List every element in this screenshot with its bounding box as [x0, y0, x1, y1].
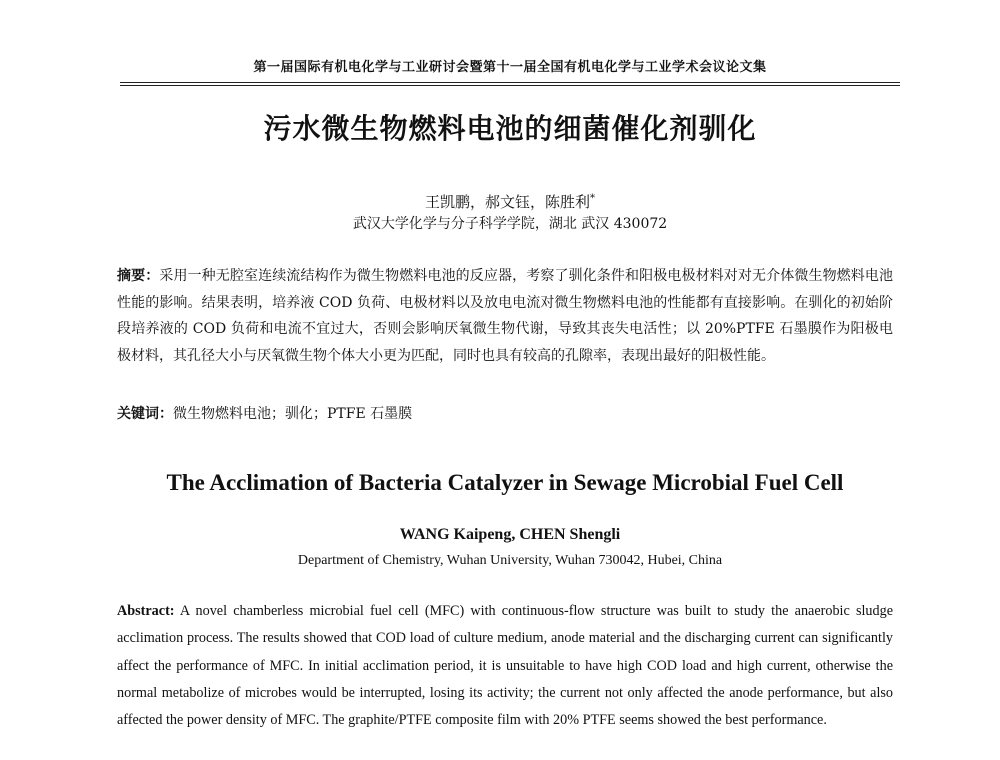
header-rule-thin — [120, 85, 900, 86]
abstract-english — [117, 598, 893, 734]
authors-chinese — [120, 188, 900, 213]
authors-chinese-names: 王凯鹏，郝文钰，陈胜利 — [424, 193, 590, 211]
abstract-chinese — [117, 263, 893, 369]
keywords-chinese-label: 关键词： — [117, 406, 173, 422]
affiliation-english: Department of Chemistry, Wuhan University, Wuhan 730042, Hubei, China — [297, 553, 723, 568]
keywords-chinese — [117, 402, 893, 426]
authors-english: WANG Kaipeng, CHEN Shengli — [399, 526, 621, 543]
header-rule — [120, 82, 900, 83]
abstract-chinese-text: 采用一种无腔室连续流结构作为微生物燃料电池的反应器，考察了驯化条件和阳极电极材料对对无介体微生物燃料电池性能的影响。结果表明，培养液 COD 负荷、电极材料以及放电电流对微生物燃料电池的性能都有直接影响。在驯化的初始阶段培养液的 COD 负荷和电流不宜过大，否则会影响厌氧微生物代谢，导致其丧失电活性；以 20%PTFE 石墨膜作为阳极电极材料，其孔径大小与厌氧微生物个体大小更为匹配，同时也具有较高的孔隙率，表现出最好的阳极性能。 — [117, 268, 894, 364]
paper-title-chinese: 污水微生物燃料电池的细菌催化剂驯化 — [263, 112, 757, 145]
running-header: 第一届国际有机电化学与工业研讨会暨第十一届全国有机电化学与工业学术会议论文集 — [253, 60, 767, 75]
abstract-english-text: A novel chamberless microbial fuel cell (MFC) with continuous-flow structure was built to study the anaerobic sludge acclimation process. The results showed that COD load of culture medium, anode material and the discharging current can significantly affect the performance of MFC. In initial acclimation period, it is unsuitable to have high COD load and high current, otherwise the normal metabolize of microbes would be interrupted, losing its activity; the current not only affected the anode performance, but also affected the power density of MFC. The graphite/PTFE composite film with 20% PTFE seems showed the best performance. — [117, 603, 893, 729]
keywords-chinese-text: 微生物燃料电池；驯化；PTFE 石墨膜 — [173, 406, 413, 422]
abstract-chinese-label: 摘要： — [117, 268, 160, 284]
corresponding-author-mark: * — [590, 193, 595, 204]
paper-title-english: The Acclimation of Bacteria Catalyzer in Sewage Microbial Fuel Cell — [166, 470, 844, 495]
abstract-english-label: Abstract: — [117, 603, 175, 619]
affiliation-chinese: 武汉大学化学与分子科学学院，湖北 武汉 430072 — [352, 216, 668, 232]
